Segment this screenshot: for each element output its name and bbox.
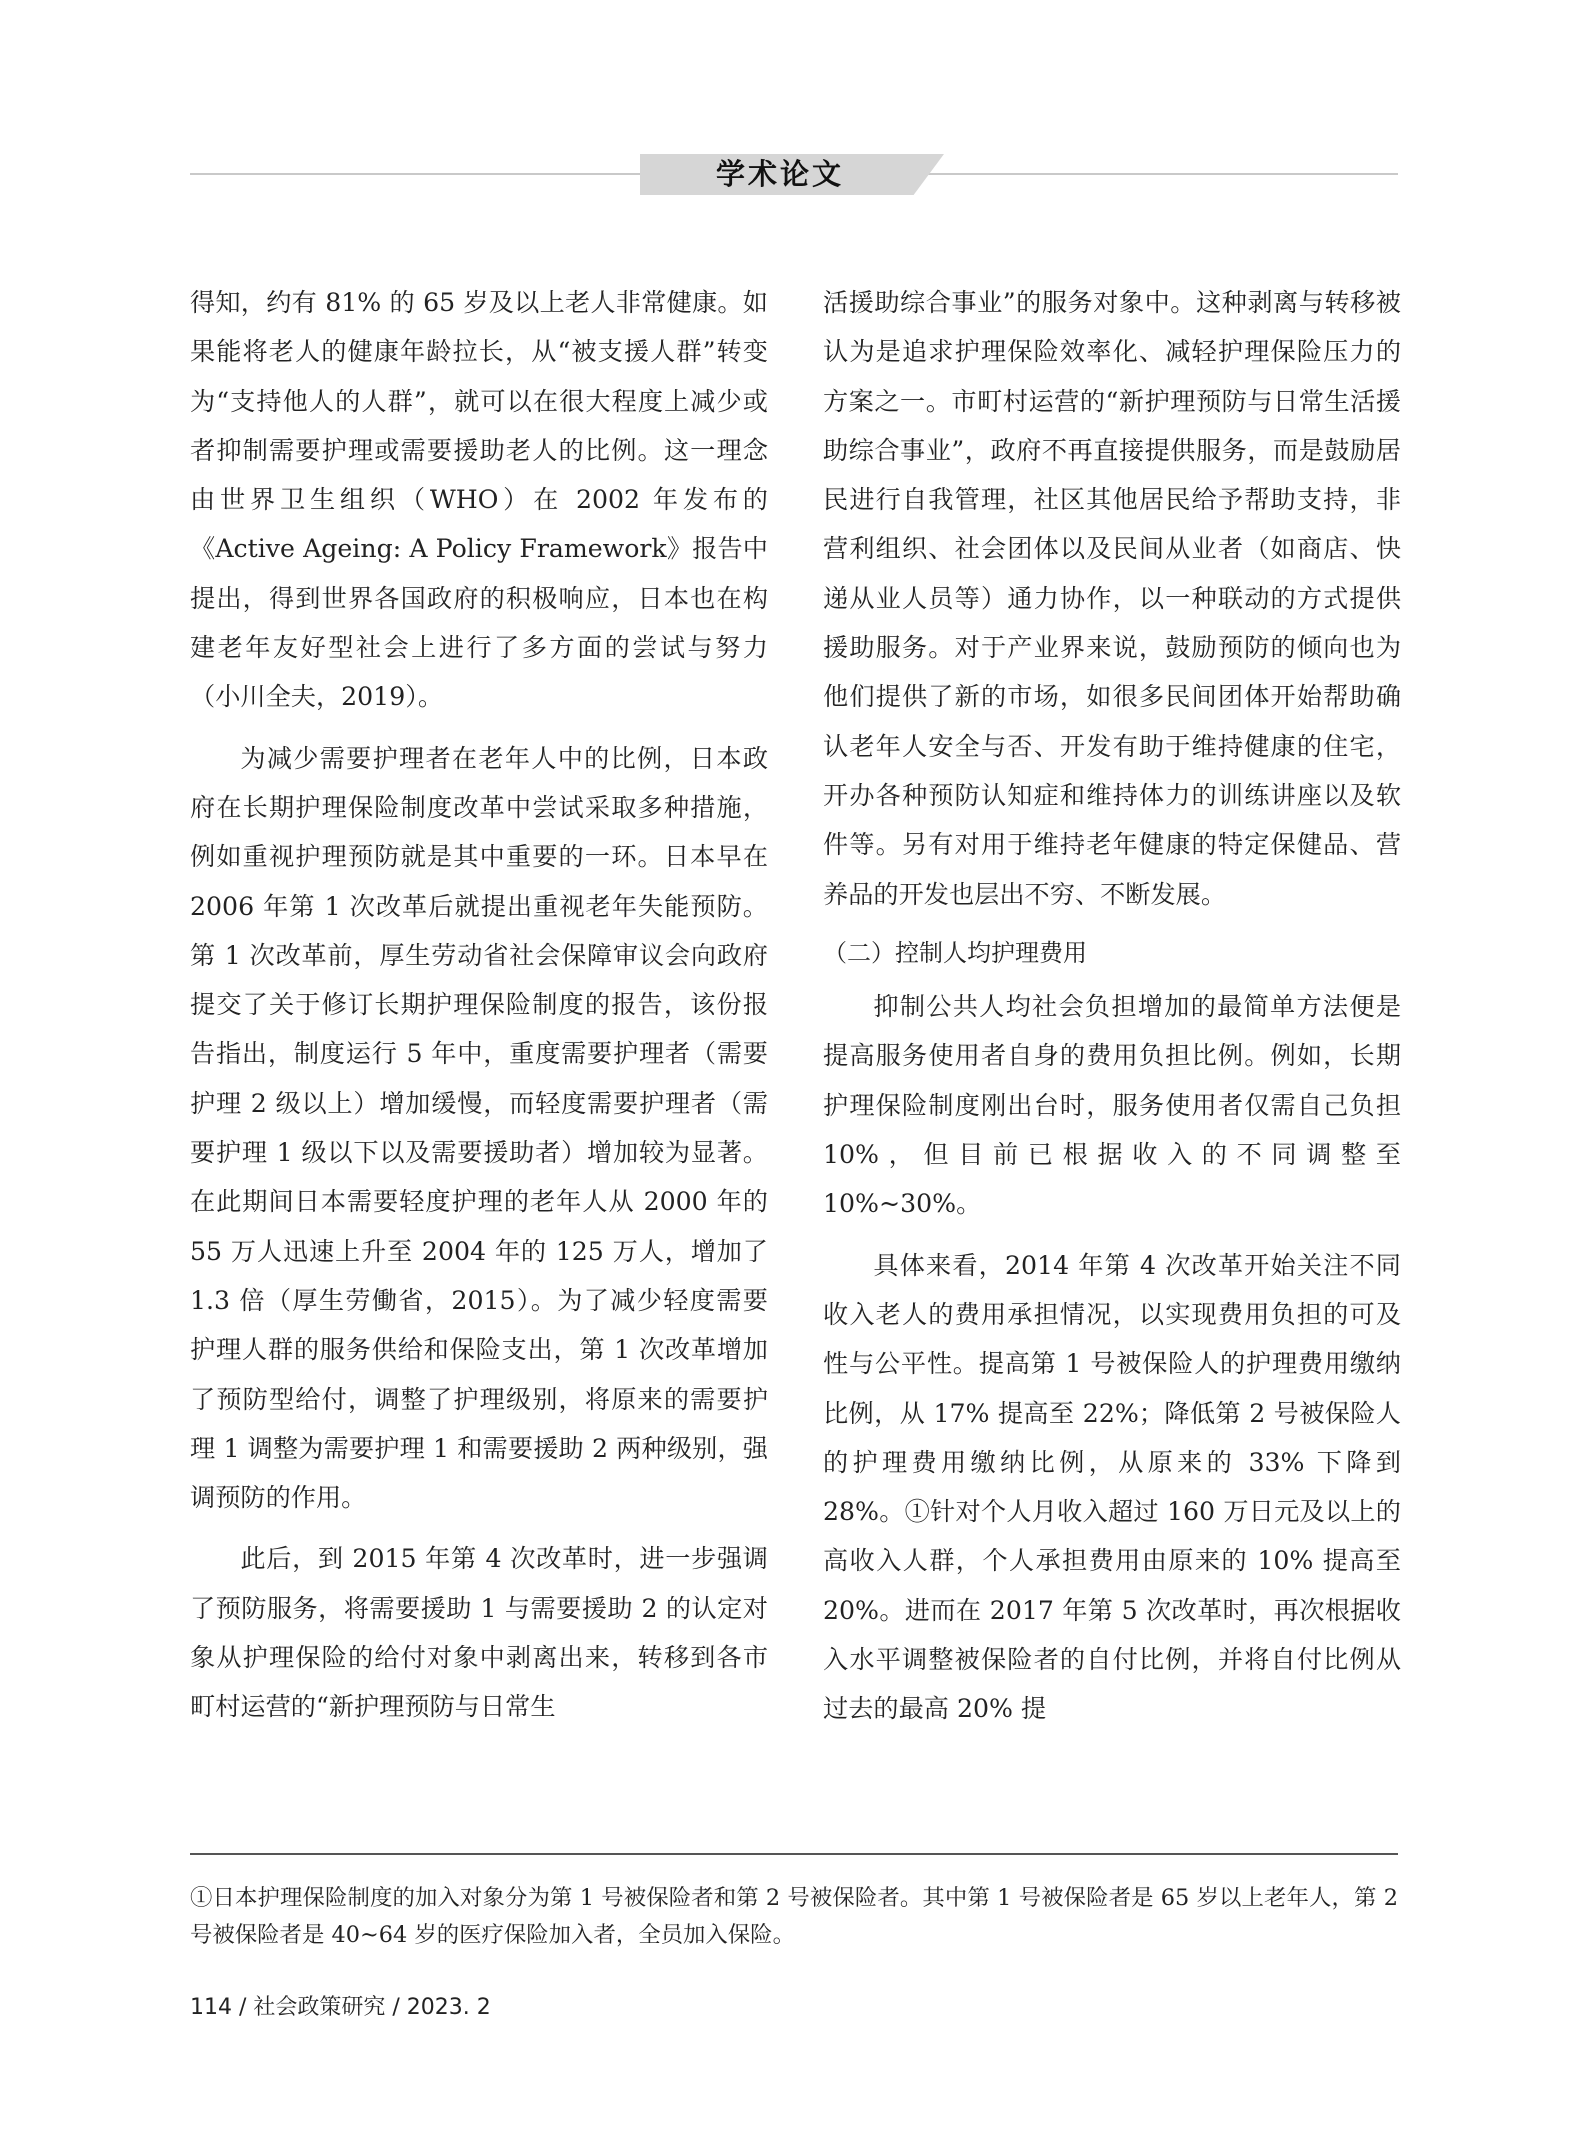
footnote: ①日本护理保险制度的加入对象分为第 1 号被保险者和第 2 号被保险者。其中第 1 号被保险者是 65 岁以上老年人，第 2 号被保险者是 40~64 岁的医疗保险加入者，全员加入保险。: [190, 1885, 1398, 1948]
left-column: [190, 278, 768, 1732]
left-paragraph-1: 得知，约有 81% 的 65 岁及以上老人非常健康。如果能将老人的健康年龄拉长，从“被支援人群”转变为“支持他人的人群”，就可以在很大程度上减少或者抑制需要护理或需要援助老人的比例。这一理念由世界卫生组织（WHO）在 2002 年发布的《Active Ageing: A Policy Framework》报告中提出，得到世界各国政府的积极响应，日本也在构建老年友好型社会上进行了多方面的尝试与努力（小川全夫，2019）。: [190, 288, 768, 712]
right-paragraph-2: 抑制公共人均社会负担增加的最简单方法便是提高服务使用者自身的费用负担比例。例如，长期护理保险制度刚出台时，服务使用者仅需自己负担 10%，但目前已根据收入的不同调整至 10%~30%。: [823, 992, 1401, 1219]
left-paragraph-3: 此后，到 2015 年第 4 次改革时，进一步强调了预防服务，将需要援助 1 与需要援助 2 的认定对象从护理保险的给付对象中剥离出来，转移到各市町村运营的“新护理预防与日常生: [190, 1544, 768, 1722]
section-title: 学术论文: [715, 157, 844, 191]
page-folio: 114 / 社会政策研究 / 2023. 2: [190, 1995, 491, 2020]
right-paragraph-3: 具体来看，2014 年第 4 次改革开始关注不同收入老人的费用承担情况，以实现费用负担的可及性与公平性。提高第 1 号被保险人的护理费用缴纳比例，从 17% 提高至 22%；降低第 2 号被保险人的护理费用缴纳比例，从原来的 33% 下降到 28%。①针对个人月收入超过 160 万日元及以上的高收入人群，个人承担费用由原来的 10% 提高至 20%。进而在 2017 年第 5 次改革时，再次根据收入水平调整被保险者的自付比例，并将自付比例从过去的最高 20% 提: [823, 1250, 1401, 1724]
left-paragraph-2: 为减少需要护理者在老年人中的比例，日本政府在长期护理保险制度改革中尝试采取多种措施，例如重视护理预防就是其中重要的一环。日本早在 2006 年第 1 次改革后就提出重视老年失能预防。第 1 次改革前，厚生劳动省社会保障审议会向政府提交了关于修订长期护理保险制度的报告，该份报告指出，制度运行 5 年中，重度需要护理者（需要护理 2 级以上）增加缓慢，而轻度需要护理者（需要护理 1 级以下以及需要援助者）增加较为显著。在此期间日本需要轻度护理的老年人从 2000 年的 55 万人迅速上升至 2004 年的 125 万人，增加了 1.3 倍（厚生劳働省，2015）。为了减少轻度需要护理人群的服务供给和保险支出，第 1 次改革增加了预防型给付，调整了护理级别，将原来的需要护理 1 调整为需要护理 1 和需要援助 2 两种级别，强调预防的作用。: [190, 743, 768, 1513]
right-column: [823, 278, 1401, 1734]
right-paragraph-1: 活援助综合事业”的服务对象中。这种剥离与转移被认为是追求护理保险效率化、减轻护理保险压力的方案之一。市町村运营的“新护理预防与日常生活援助综合事业”，政府不再直接提供服务，而是鼓励居民进行自我管理，社区其他居民给予帮助支持，非营利组织、社会团体以及民间从业者（如商店、快递从业人员等）通力协作，以一种联动的方式提供援助服务。对于产业界来说，鼓励预防的倾向也为他们提供了新的市场，如很多民间团体开始帮助确认老年人安全与否、开发有助于维持健康的住宅，开办各种预防认知症和维持体力的训练讲座以及软件等。另有对用于维持老年健康的特定保健品、营养品的开发也层出不穷、不断发展。: [823, 288, 1401, 909]
subsection-heading: （二）控制人均护理费用: [823, 938, 1087, 967]
footnote-rule: [190, 1853, 1398, 1855]
